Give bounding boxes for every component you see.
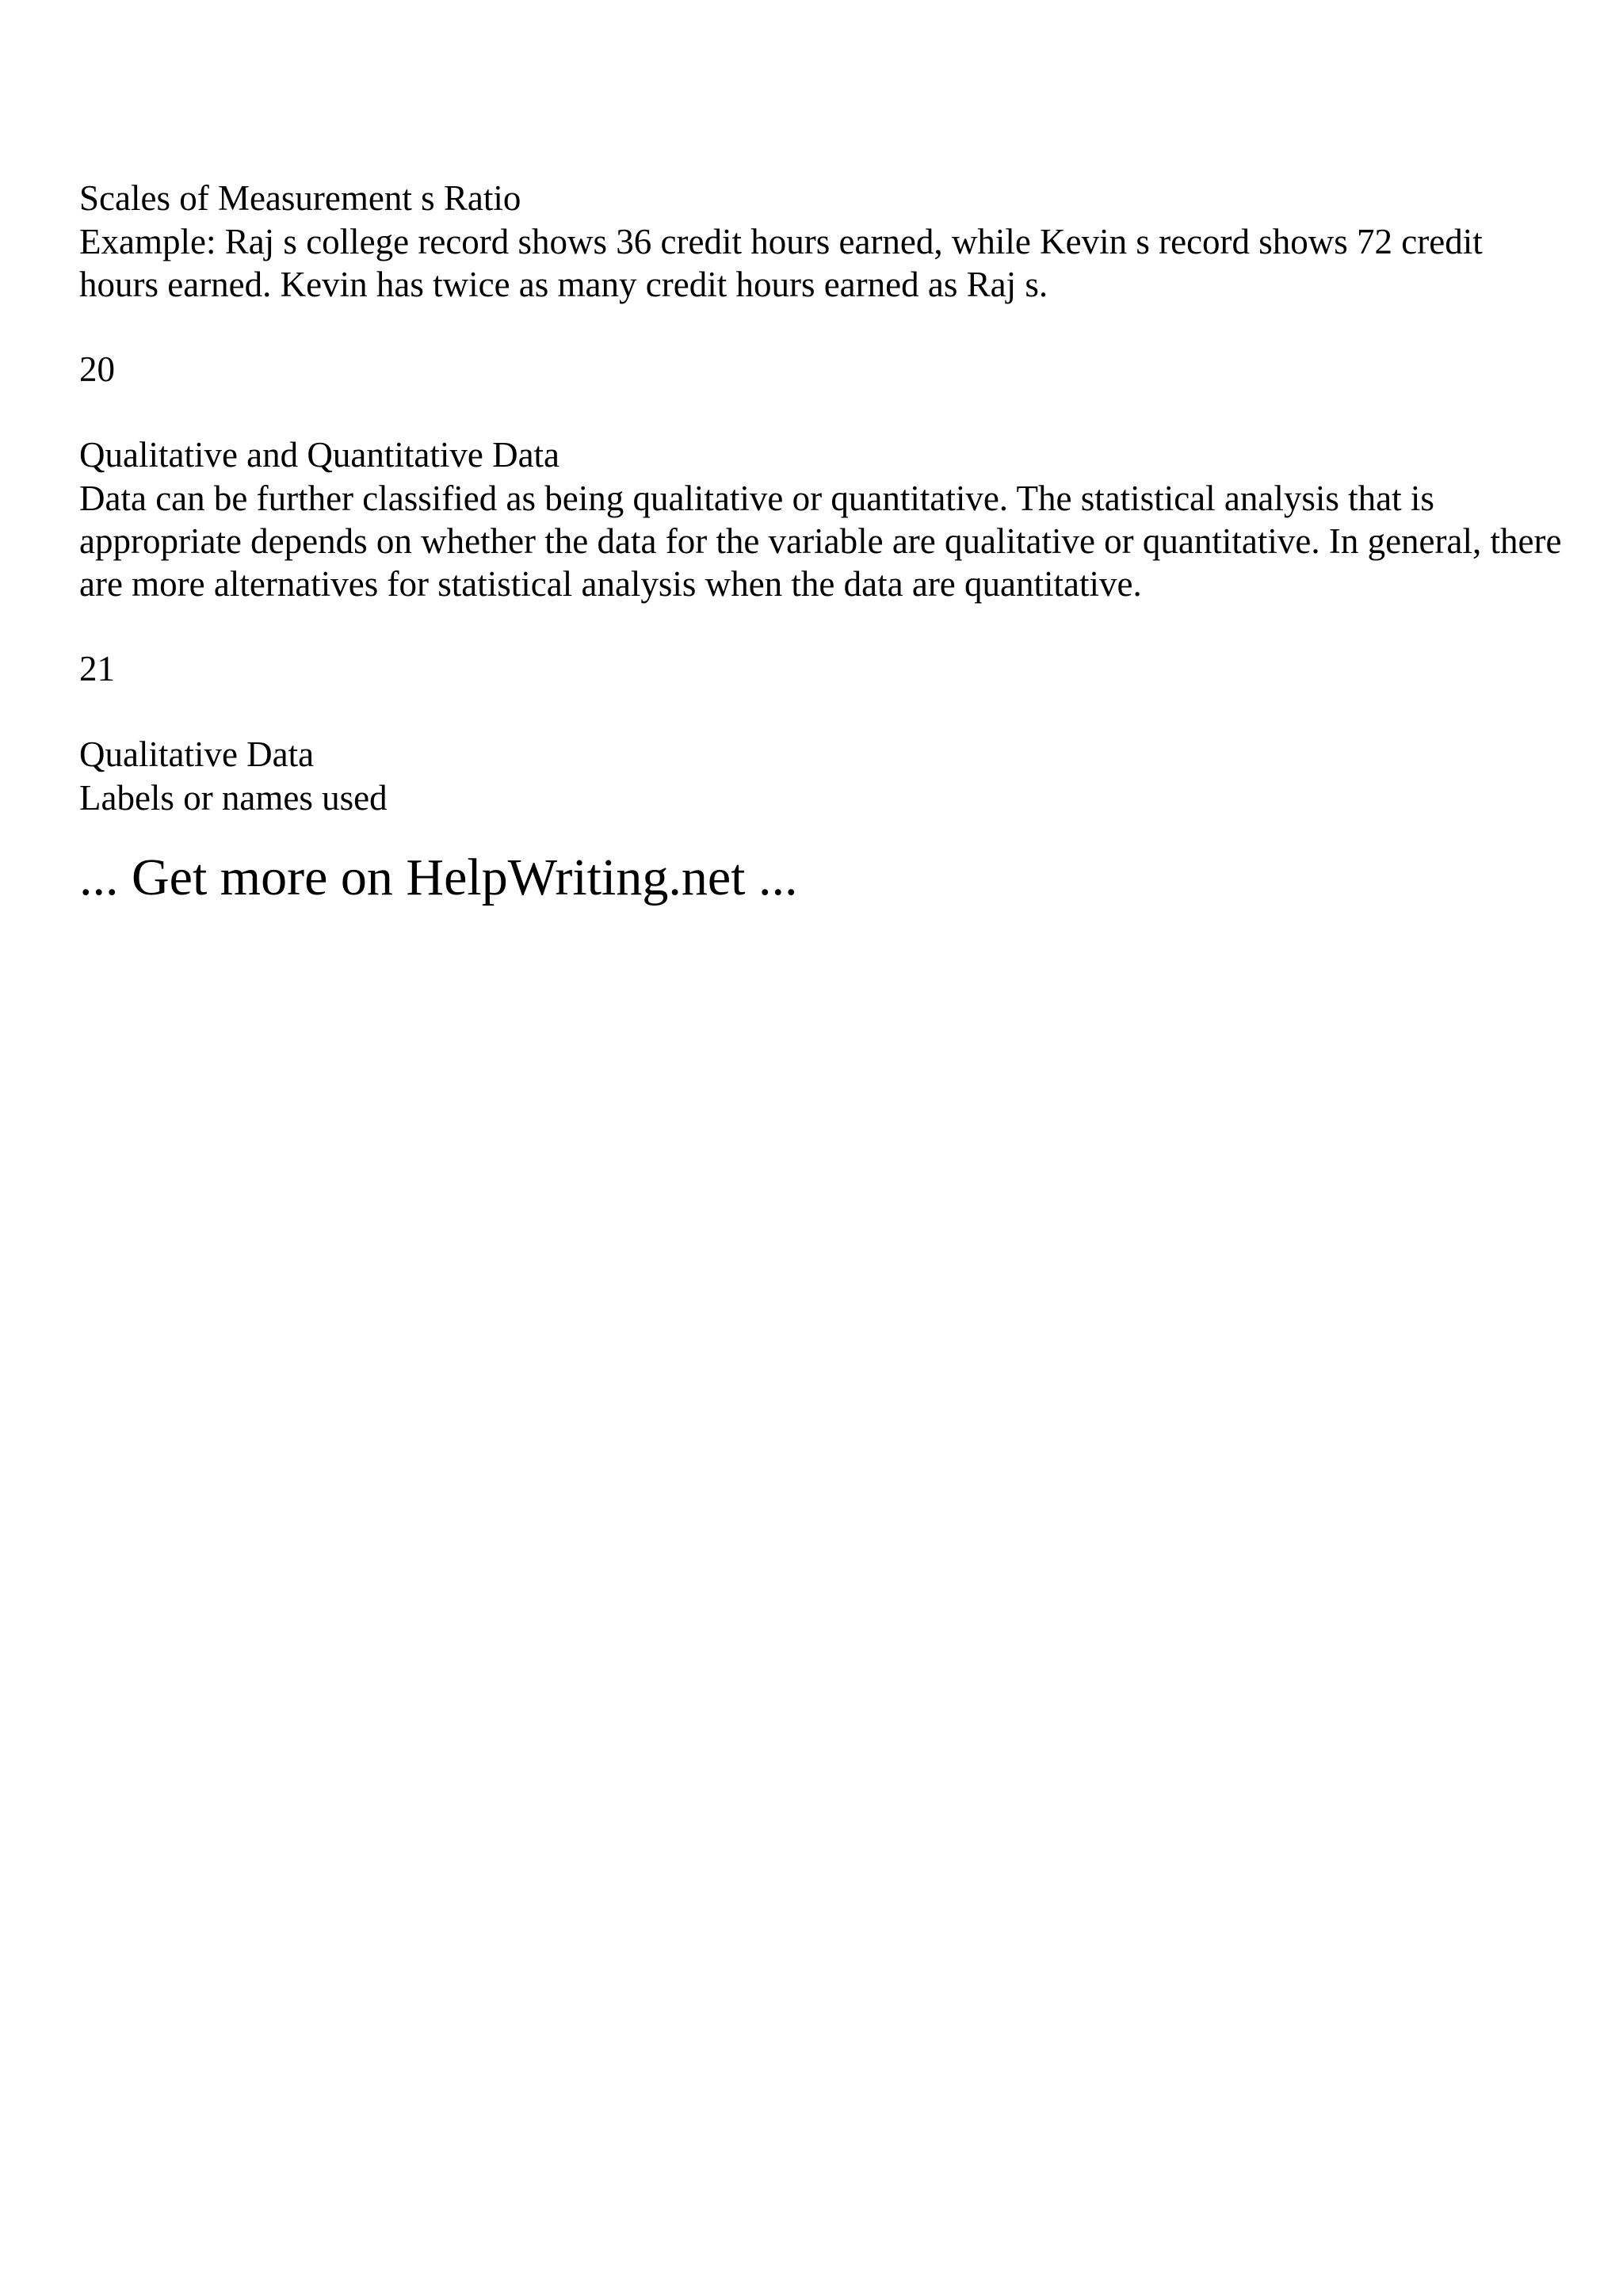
- section-body: Data can be further classified as being qualitative or quantitative. The statistical analysis that is appropriate depends on whether the data for the variable are qualitative or quantitative. In general, there are more alternatives for statistical analysis when the data are quantitative.: [79, 479, 1562, 604]
- section-ratio: [79, 176, 1569, 306]
- document-body: [79, 176, 1569, 910]
- page-number: 20: [79, 349, 115, 389]
- section-body: Example: Raj s college record shows 36 credit hours earned, while Kevin s record shows 72 credit hours earned. Kevin has twice as many credit hours earned as Raj s.: [79, 222, 1483, 304]
- section-body: Labels or names used: [79, 778, 388, 818]
- section-qualitative-data: [79, 732, 1569, 819]
- section-heading: Scales of Measurement s Ratio: [79, 178, 521, 218]
- page-number: 21: [79, 649, 115, 688]
- section-heading: Qualitative and Quantitative Data: [79, 435, 560, 475]
- promo-link-text[interactable]: ... Get more on HelpWriting.net ...: [79, 849, 798, 906]
- section-qualitative-quantitative: [79, 433, 1569, 605]
- section-heading: Qualitative Data: [79, 734, 315, 774]
